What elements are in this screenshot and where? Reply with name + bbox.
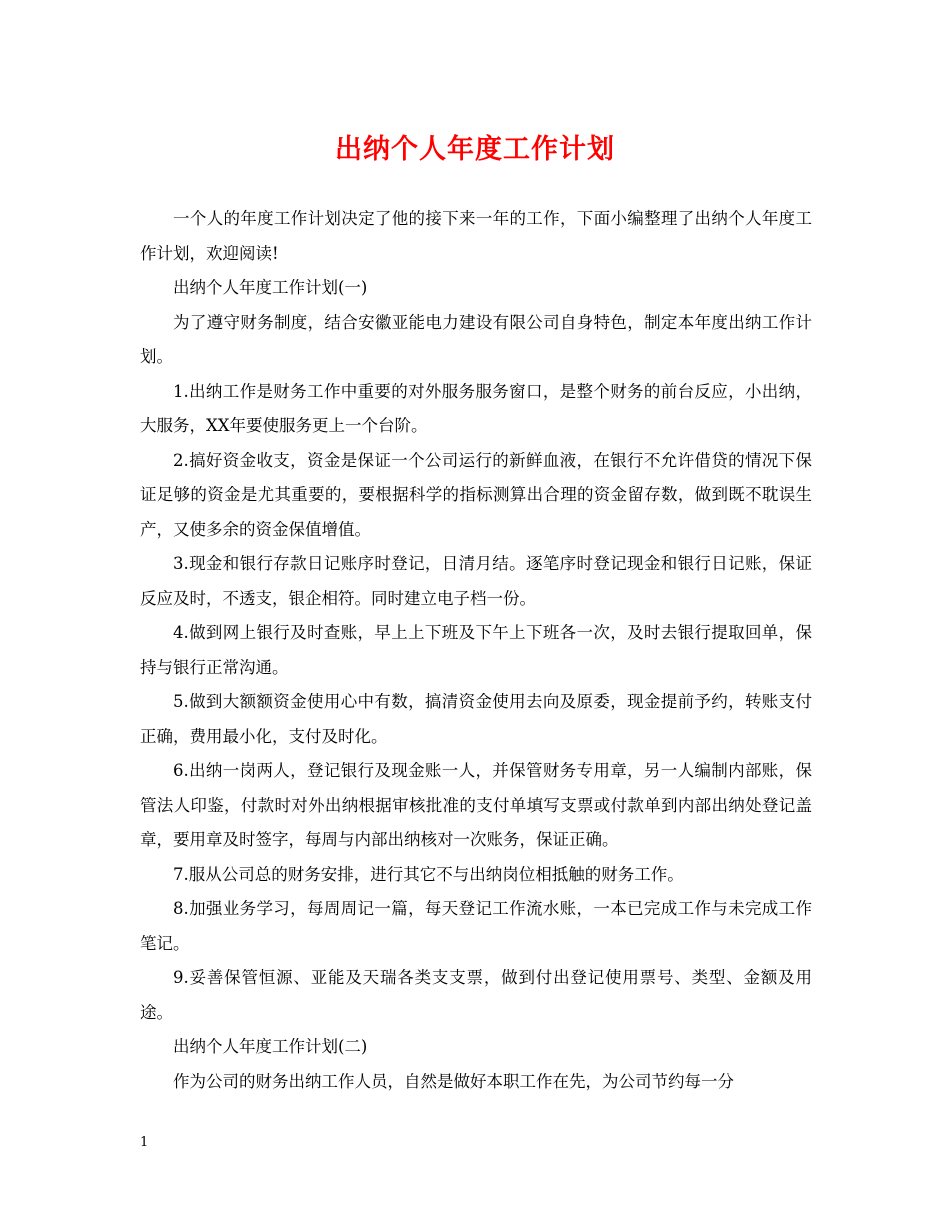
list-item-3: 3.现金和银行存款日记账序时登记，日清月结。逐笔序时登记现金和银行日记账，保证反应及时，不透支，银企相符。同时建立电子档一份。 [140,554,812,608]
list-item-6: 6.出纳一岗两人，登记银行及现金账一人，并保管财务专用章，另一人编制内部账，保管法人印鉴，付款时对外出纳根据审核批准的支付单填写支票或付款单到内部出纳处登记盖章，要用章及时签字，每周与内部出纳核对一次账务，保证正确。 [140,761,812,849]
paragraph-plan-two-start: 作为公司的财务出纳工作人员，自然是做好本职工作在先，为公司节约每一分 [173,1071,734,1091]
page-number: 1 [140,1135,149,1150]
section-heading-plan-one: 出纳个人年度工作计划(一) [173,278,368,297]
document-title: 出纳个人年度工作计划 [335,134,615,165]
list-item-2: 2.搞好资金收支，资金是保证一个公司运行的新鲜血液，在银行不允许借贷的情况下保证足够的资金是尤其重要的，要根据科学的指标测算出合理的资金留存数，做到既不耽误生产，又使多余的资金保值增值。 [140,450,812,539]
list-item-1: 1.出纳工作是财务工作中重要的对外服务服务窗口，是整个财务的前台反应，小出纳，大服务，XX年要使服务更上一个台阶。 [140,381,812,435]
list-item-9: 9.妥善保管恒源、亚能及天瑞各类支支票，做到付出登记使用票号、类型、金额及用途。 [140,968,812,1022]
list-item-8: 8.加强业务学习，每周周记一篇，每天登记工作流水账，一本已完成工作与未完成工作笔记。 [140,899,812,953]
list-item-5: 5.做到大额额资金使用心中有数，搞清资金使用去向及原委，现金提前予约，转账支付正确，费用最小化，支付及时化。 [140,692,812,746]
paragraph-intro: 一个人的年度工作计划决定了他的接下来一年的工作，下面小编整理了出纳个人年度工作计划，欢迎阅读! [140,209,812,263]
section-heading-plan-two: 出纳个人年度工作计划(二) [173,1037,368,1056]
document-body [140,202,812,1099]
list-item-4: 4.做到网上银行及时查账，早上上下班及下午上下班各一次，及时去银行提取回单，保持与银行正常沟通。 [140,623,812,677]
list-item-7: 7.服从公司总的财务安排，进行其它不与出纳岗位相抵触的财务工作。 [173,864,684,884]
paragraph-purpose: 为了遵守财务制度，结合安徽亚能电力建设有限公司自身特色，制定本年度出纳工作计划。 [140,312,812,366]
